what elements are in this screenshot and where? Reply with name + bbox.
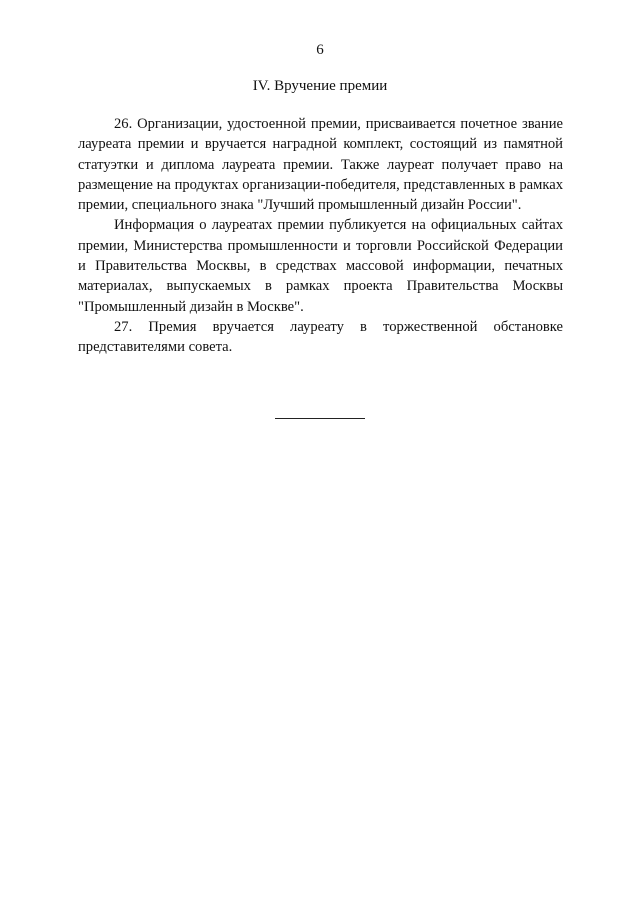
section-body xyxy=(78,114,563,358)
paragraph-27: 27. Премия вручается лауреату в торжественной обстановке представителями совета. xyxy=(78,318,563,356)
section-title: IV. Вручение премии xyxy=(252,78,388,94)
closing-rule xyxy=(275,418,365,419)
page-number: 6 xyxy=(316,42,324,58)
paragraph-laureate-info: Информация о лауреатах премии публикуется на официальных сайтах премии, Министерства промышленности и торговли Российской Федерации и Правительства Москвы, в средствах массовой информации, печатных материалах, выпускаемых в рамках проекта Правительства Москвы "Промышленный дизайн в Москве". xyxy=(78,217,563,315)
paragraph-26: 26. Организации, удостоенной премии, присваивается почетное звание лауреата премии и вручается наградной комплект, состоящий из памятной статуэтки и диплома лауреата премии. Также лауреат получает право на размещение на продуктах организации-победителя, представленных в рамках премии, специального знака "Лучший промышленный дизайн России". xyxy=(78,116,563,214)
